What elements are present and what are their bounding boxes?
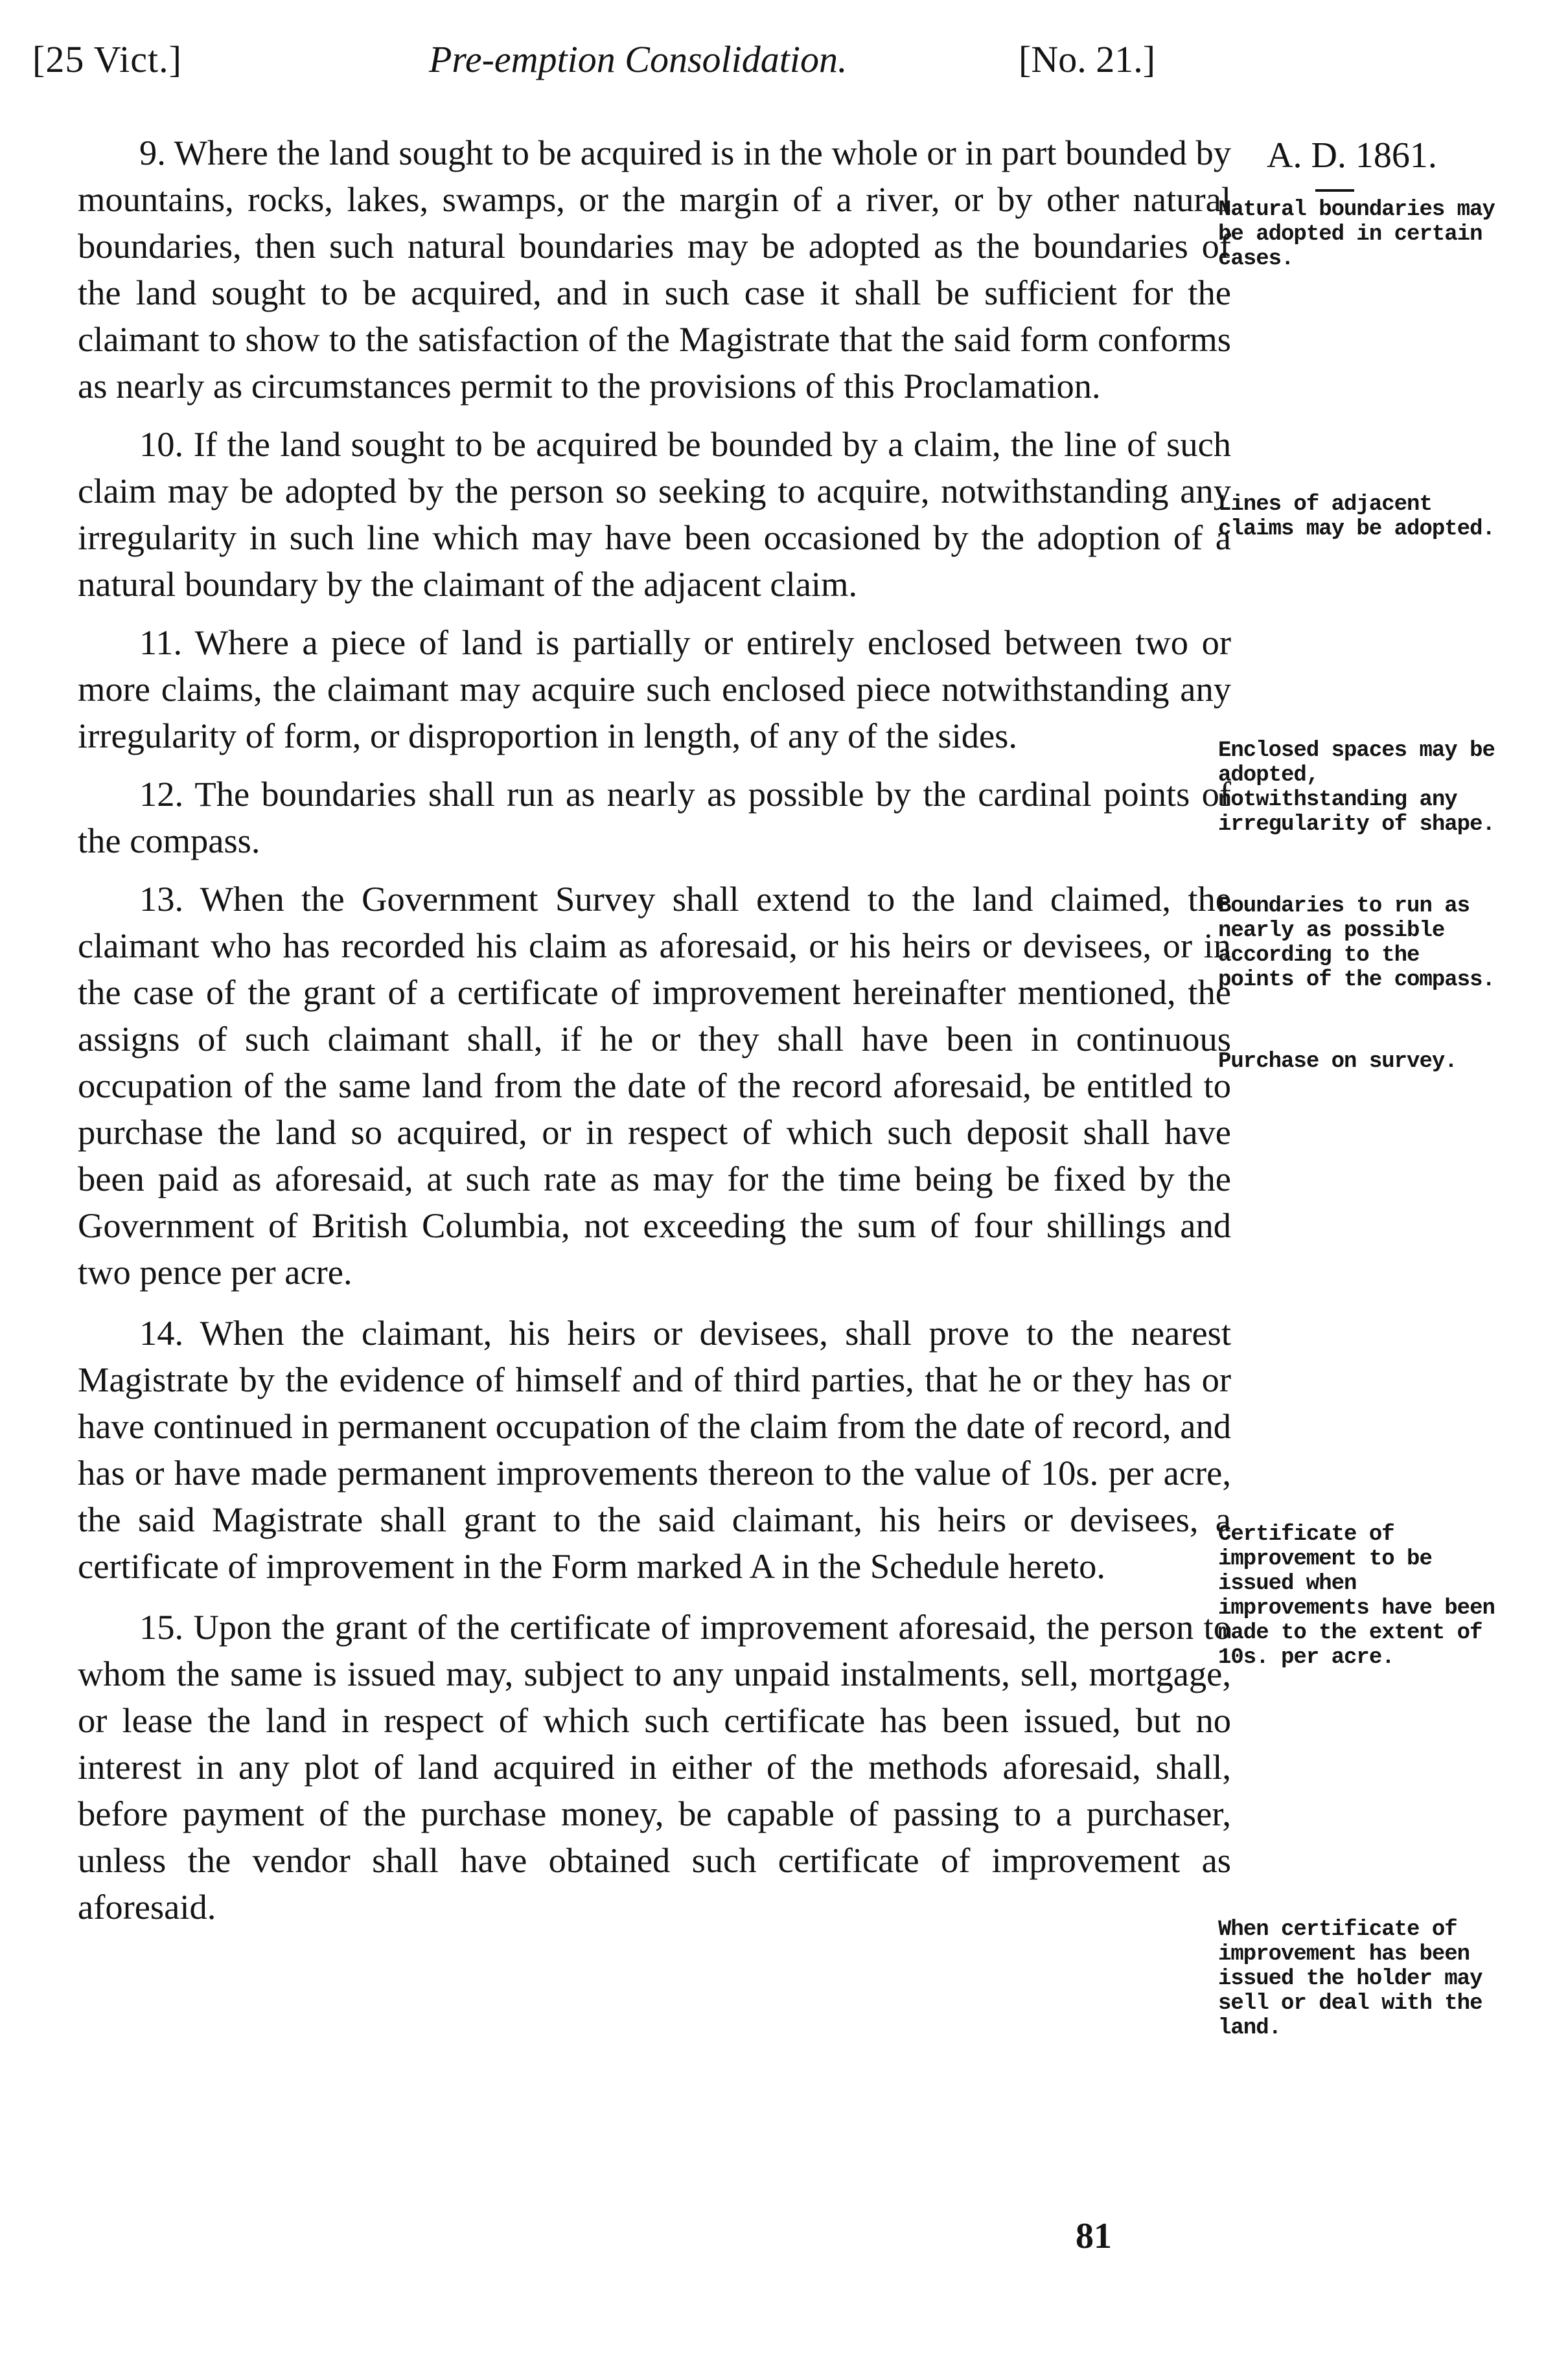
section-number: 10. xyxy=(139,424,184,464)
anno-domini-year: A. D. 1861. xyxy=(1267,135,1437,176)
section-text: When the Government Survey shall extend to the land claimed, the claimant who has recorded his claim as aforesaid, or his heirs or devisees, or in the case of the grant of a certificate of improvement hereinafter mentioned, the assigns of such claimant shall, if he or they shall have been in continuous occupation of the same land from the date of the record aforesaid, be entitled to purchase the land so acquired, or in respect of which such deposit shall have been paid as aforesaid, at such rate as may for the time being be fixed by the Government of British Columbia, not exceeding the sum of four shillings and two pence per acre. xyxy=(78,879,1231,1292)
section-13 xyxy=(78,876,1231,1296)
running-header xyxy=(32,38,1218,109)
year-rule xyxy=(1315,189,1354,192)
section-text: The boundaries shall run as nearly as possible by the cardinal points of the compass. xyxy=(78,774,1232,860)
section-text: Upon the grant of the certificate of improvement aforesaid, the person to whom the same is issued may, subject to any unpaid instalments, sell, mortgage, or lease the land in respect of which such certificate has been issued, but no interest in any plot of land acquired in either of the methods aforesaid, shall, before payment of the purchase money, be capable of passing to a purchaser, unless the vendor shall have obtained such certificate of improvement as aforesaid. xyxy=(78,1607,1232,1927)
page-number: 81 xyxy=(1076,2216,1112,2256)
section-11 xyxy=(78,619,1231,759)
section-number: 14. xyxy=(139,1313,184,1353)
section-number: 11. xyxy=(139,623,183,662)
section-number: 9. xyxy=(139,133,166,172)
section-10 xyxy=(78,421,1231,608)
margin-note-purchase-on-survey: Purchase on survey. xyxy=(1218,1049,1457,1074)
margin-note-cardinal-boundaries: Boundaries to run as nearly as possible according to the points of the compass. xyxy=(1218,894,1495,992)
section-text: Where a piece of land is partially or entirely enclosed between two or more claims, the claimant may acquire such enclosed piece notwithstanding any irregularity of form, or disproportion in length, of any of the sides. xyxy=(78,623,1231,755)
header-act-number: [No. 21.] xyxy=(1019,38,1156,80)
section-12 xyxy=(78,771,1231,864)
section-text: If the land sought to be acquired be bounded by a claim, the line of such claim may be adopted by the person so seeking to acquire, notwithstanding any irregularity in such line which may have been occasioned by the adoption of a natural boundary by the claimant of the adjacent claim. xyxy=(78,424,1232,604)
header-regnal-year: [25 Vict.] xyxy=(32,38,182,80)
section-14 xyxy=(78,1310,1231,1590)
body-text xyxy=(78,130,1231,1943)
section-text: When the claimant, his heirs or devisees, shall prove to the nearest Magistrate by the evidence of himself and of third parties, that he or they has or have continued in permanent occupation of the claim from the date of record, and has or have made permanent improvements thereon to the value of 10s. per acre, the said Magistrate shall grant to the said claimant, his heirs or devisees, a certificate of improvement in the Form marked A in the Schedule hereto. xyxy=(78,1313,1232,1586)
margin-note-adjacent-claims: Lines of adjacent claims may be adopted. xyxy=(1218,492,1495,542)
section-9 xyxy=(78,130,1231,409)
margin-note-enclosed-spaces: Enclosed spaces may be adopted, notwithstanding any irregularity of shape. xyxy=(1218,738,1495,837)
section-text: Where the land sought to be acquired is in the whole or in part bounded by mountains, rocks, lakes, swamps, or the margin of a river, or by other natural boundaries, then such natural boundaries may be adopted as the boundaries of the land sought to be acquired, and in such case it shall be sufficient for the claimant to show to the satisfaction of the Magistrate that the said form conforms as nearly as circumstances permit to the provisions of this Proclamation. xyxy=(78,133,1231,406)
margin-note-sell-or-deal: When certificate of improvement has been issued the holder may sell or deal with the land. xyxy=(1218,1917,1482,2041)
section-number: 12. xyxy=(139,774,184,814)
section-number: 15. xyxy=(139,1607,184,1647)
margin-note-natural-boundaries: Natural boundaries may be adopted in certain cases. xyxy=(1218,198,1495,271)
section-15 xyxy=(78,1604,1231,1930)
section-number: 13. xyxy=(139,879,184,919)
header-title: Pre-emption Consolidation. xyxy=(429,38,848,80)
margin-note-certificate-of-improvement: Certificate of improvement to be issued when improvements have been made to the extent of 10s. per acre. xyxy=(1218,1522,1495,1670)
